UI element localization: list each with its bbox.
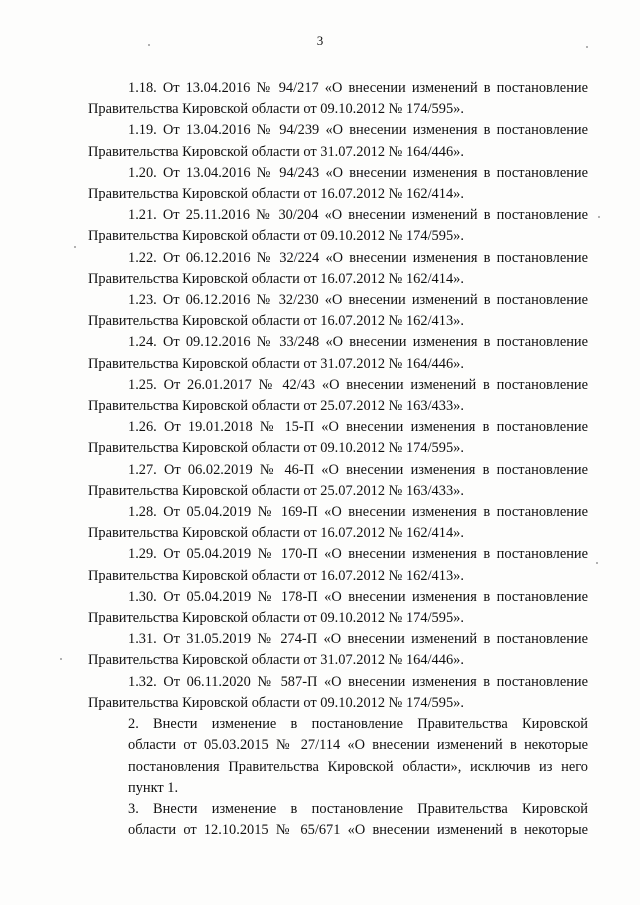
paragraph-2 (88, 714, 588, 799)
scan-speck (74, 246, 76, 248)
list-item-line: 1.19. От 13.04.2016 № 94/239 «О внесении изменения в постановление (128, 122, 588, 139)
list-item-line: Правительства Кировской области от 31.07.2012 № 164/446». (88, 143, 464, 160)
list-item-line: Правительства Кировской области от 31.07.2012 № 164/446». (88, 355, 464, 372)
list-item-1-20 (88, 163, 588, 205)
page-number: 3 (316, 33, 324, 48)
list-item-line: 1.27. От 06.02.2019 № 46-П «О внесении изменения в постановление (128, 461, 588, 478)
list-item-line: Правительства Кировской области от 25.07.2012 № 163/433». (88, 482, 464, 499)
list-item-line: Правительства Кировской области от 31.07.2012 № 164/446». (88, 652, 464, 669)
list-item-1-25 (88, 375, 588, 417)
list-item-line: 1.20. От 13.04.2016 № 94/243 «О внесении изменения в постановление (128, 164, 588, 181)
list-item-line: 1.21. От 25.11.2016 № 30/204 «О внесении изменений в постановление (128, 207, 588, 224)
paragraph-line: области от 05.03.2015 № 27/114 «О внесении изменений в некоторые (128, 737, 588, 754)
list-item-line: Правительства Кировской области от 16.07.2012 № 162/414». (88, 186, 464, 203)
paragraph-line: 3. Внести изменение в постановление Правительства Кировской (128, 800, 588, 817)
paragraph-line: пункт 1. (128, 779, 179, 796)
list-item-line: Правительства Кировской области от 09.10.2012 № 174/595». (88, 440, 464, 457)
scan-speck (60, 658, 62, 660)
paragraph-line: области от 12.10.2015 № 65/671 «О внесении изменений в некоторые (128, 822, 588, 839)
list-item-line: Правительства Кировской области от 16.07.2012 № 162/414». (88, 270, 464, 287)
list-item-1-24 (88, 332, 588, 374)
list-item-line: 1.32. От 06.11.2020 № 587-П «О внесении изменения в постановление (128, 673, 588, 690)
list-item-line: 1.30. От 05.04.2019 № 178-П «О внесении изменения в постановление (128, 588, 588, 605)
list-item-line: Правительства Кировской области от 09.10.2012 № 174/595». (88, 694, 464, 711)
list-item-line: Правительства Кировской области от 09.10.2012 № 174/595». (88, 610, 464, 627)
list-item-line: 1.22. От 06.12.2016 № 32/224 «О внесении изменения в постановление (128, 249, 588, 266)
list-item-1-27 (88, 460, 588, 502)
list-item-1-30 (88, 587, 588, 629)
list-item-1-32 (88, 672, 588, 714)
list-item-1-21 (88, 205, 588, 247)
paragraph-3 (88, 799, 588, 841)
paragraph-line: постановления Правительства Кировской области», исключив из него (128, 758, 588, 775)
list-item-line: 1.26. От 19.01.2018 № 15-П «О внесении изменения в постановление (128, 419, 588, 436)
list-item-1-22 (88, 248, 588, 290)
list-item-line: Правительства Кировской области от 16.07.2012 № 162/413». (88, 567, 464, 584)
scan-speck (596, 562, 598, 564)
list-item-1-31 (88, 629, 588, 671)
list-item-line: 1.28. От 05.04.2019 № 169-П «О внесении изменения в постановление (128, 504, 588, 521)
scan-speck (598, 216, 600, 218)
paragraph-line: 2. Внести изменение в постановление Правительства Кировской (128, 716, 588, 733)
list-item-line: 1.31. От 31.05.2019 № 274-П «О внесении изменений в постановление (128, 631, 588, 648)
scan-speck (148, 44, 150, 46)
list-item-1-23 (88, 290, 588, 332)
list-item-line: 1.29. От 05.04.2019 № 170-П «О внесении изменения в постановление (128, 546, 588, 563)
list-item-line: Правительства Кировской области от 16.07.2012 № 162/413». (88, 313, 464, 330)
document-body (88, 78, 588, 841)
list-item-line: 1.18. От 13.04.2016 № 94/217 «О внесении изменений в постановление (128, 80, 588, 96)
list-item-line: 1.23. От 06.12.2016 № 32/230 «О внесении изменений в постановление (128, 292, 588, 309)
list-item-1-19 (88, 120, 588, 162)
list-item-line: 1.25. От 26.01.2017 № 42/43 «О внесении изменений в постановление (128, 376, 588, 393)
list-item-line: Правительства Кировской области от 09.10.2012 № 174/595». (88, 101, 464, 118)
list-item-line: Правительства Кировской области от 25.07.2012 № 163/433». (88, 398, 464, 415)
list-item-1-29 (88, 544, 588, 586)
scan-speck (586, 46, 588, 48)
list-item-1-26 (88, 417, 588, 459)
list-item-1-18 (88, 78, 588, 120)
list-item-1-28 (88, 502, 588, 544)
list-item-line: Правительства Кировской области от 16.07.2012 № 162/414». (88, 525, 464, 542)
list-item-line: 1.24. От 09.12.2016 № 33/248 «О внесении изменения в постановление (128, 334, 588, 351)
list-item-line: Правительства Кировской области от 09.10.2012 № 174/595». (88, 228, 464, 245)
